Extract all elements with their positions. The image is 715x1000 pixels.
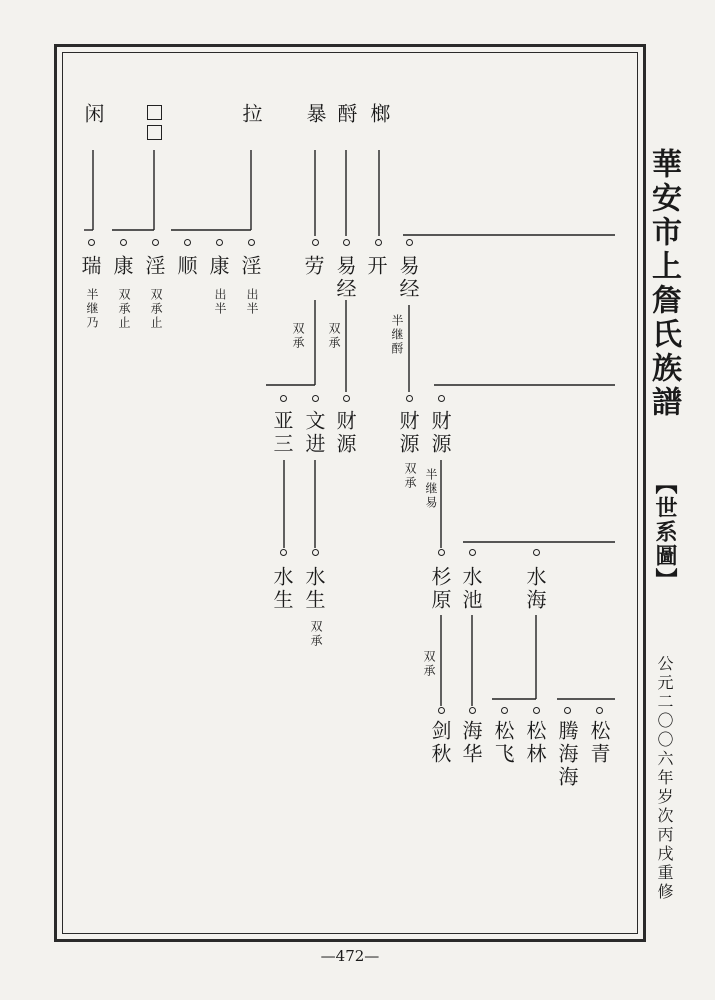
person-kai: 开 <box>364 255 388 278</box>
ancestor-lang: 榔 <box>367 103 391 126</box>
person-yijing: 易经 <box>396 255 420 301</box>
book-title: 華安市上詹氏族譜 <box>646 148 681 420</box>
note-text: 双承 <box>422 650 436 678</box>
node-circle <box>406 395 413 402</box>
node-circle <box>280 395 287 402</box>
note-text: 双承 <box>327 322 341 350</box>
person-tenghai: 腾海海 <box>555 720 579 789</box>
node-circle <box>564 707 571 714</box>
person-kang: 康 <box>110 255 134 278</box>
node-circle <box>184 239 191 246</box>
node-circle <box>406 239 413 246</box>
person-caiyuan: 财源 <box>428 410 452 456</box>
node-circle <box>438 707 445 714</box>
note-text: 双承止 <box>149 288 163 330</box>
note-text: 半继乃 <box>85 288 99 330</box>
node-circle <box>501 707 508 714</box>
person-kang: 康 <box>206 255 230 278</box>
node-circle <box>248 239 255 246</box>
node-circle <box>152 239 159 246</box>
person-haihua: 海华 <box>459 720 483 766</box>
person-caiyuan: 财源 <box>333 410 357 456</box>
node-circle <box>120 239 127 246</box>
person-songfei: 松飞 <box>491 720 515 766</box>
node-circle <box>88 239 95 246</box>
section-title: 【世系圖】 <box>652 472 678 592</box>
node-circle <box>312 395 319 402</box>
note-text: 出半 <box>213 288 227 316</box>
ancestor-bao: 暴 <box>303 103 327 126</box>
person-yin: 淫 <box>142 255 166 278</box>
person-rui: 瑞 <box>78 255 102 278</box>
person-shanyuan: 杉原 <box>428 566 452 612</box>
note-text: 双承 <box>291 322 305 350</box>
note-text: 半继易 <box>424 468 438 510</box>
node-circle <box>312 239 319 246</box>
note-text: 双承止 <box>117 288 131 330</box>
note-text: 双承 <box>403 462 417 490</box>
person-shuihai: 水海 <box>523 566 547 612</box>
node-circle <box>343 239 350 246</box>
person-jianqiu: 剑秋 <box>428 720 452 766</box>
person-yijing: 易经 <box>333 255 357 301</box>
note-text: 半继酹 <box>390 314 404 356</box>
person-shuisheng: 水生 <box>302 566 326 612</box>
missing-char-box <box>147 105 162 120</box>
person-shun: 顺 <box>174 255 198 278</box>
node-circle <box>438 549 445 556</box>
node-circle <box>343 395 350 402</box>
revision-date: 公元二〇〇六年岁次丙戌重修 <box>655 655 674 902</box>
node-circle <box>216 239 223 246</box>
node-circle <box>596 707 603 714</box>
person-shuichi: 水池 <box>459 566 483 612</box>
node-circle <box>375 239 382 246</box>
node-circle <box>533 707 540 714</box>
person-wenjin: 文进 <box>302 410 326 456</box>
person-songlin: 松林 <box>523 720 547 766</box>
node-circle <box>533 549 540 556</box>
missing-char-box <box>147 125 162 140</box>
note-text: 出半 <box>245 288 259 316</box>
person-yin: 淫 <box>238 255 262 278</box>
person-shuisheng: 水生 <box>270 566 294 612</box>
person-songqing: 松青 <box>587 720 611 766</box>
node-circle <box>469 707 476 714</box>
person-yasan: 亚三 <box>270 410 294 456</box>
node-circle <box>469 549 476 556</box>
page-number: —472— <box>320 947 380 965</box>
node-circle <box>280 549 287 556</box>
node-circle <box>438 395 445 402</box>
person-caiyuan: 财源 <box>396 410 420 456</box>
note-text: 双承 <box>309 620 323 648</box>
ancestor-xian: 闲 <box>81 103 105 126</box>
ancestor-la: 拉 <box>239 103 263 126</box>
node-circle <box>312 549 319 556</box>
person-lao: 劳 <box>301 255 325 278</box>
ancestor-zhou: 酹 <box>334 103 358 126</box>
